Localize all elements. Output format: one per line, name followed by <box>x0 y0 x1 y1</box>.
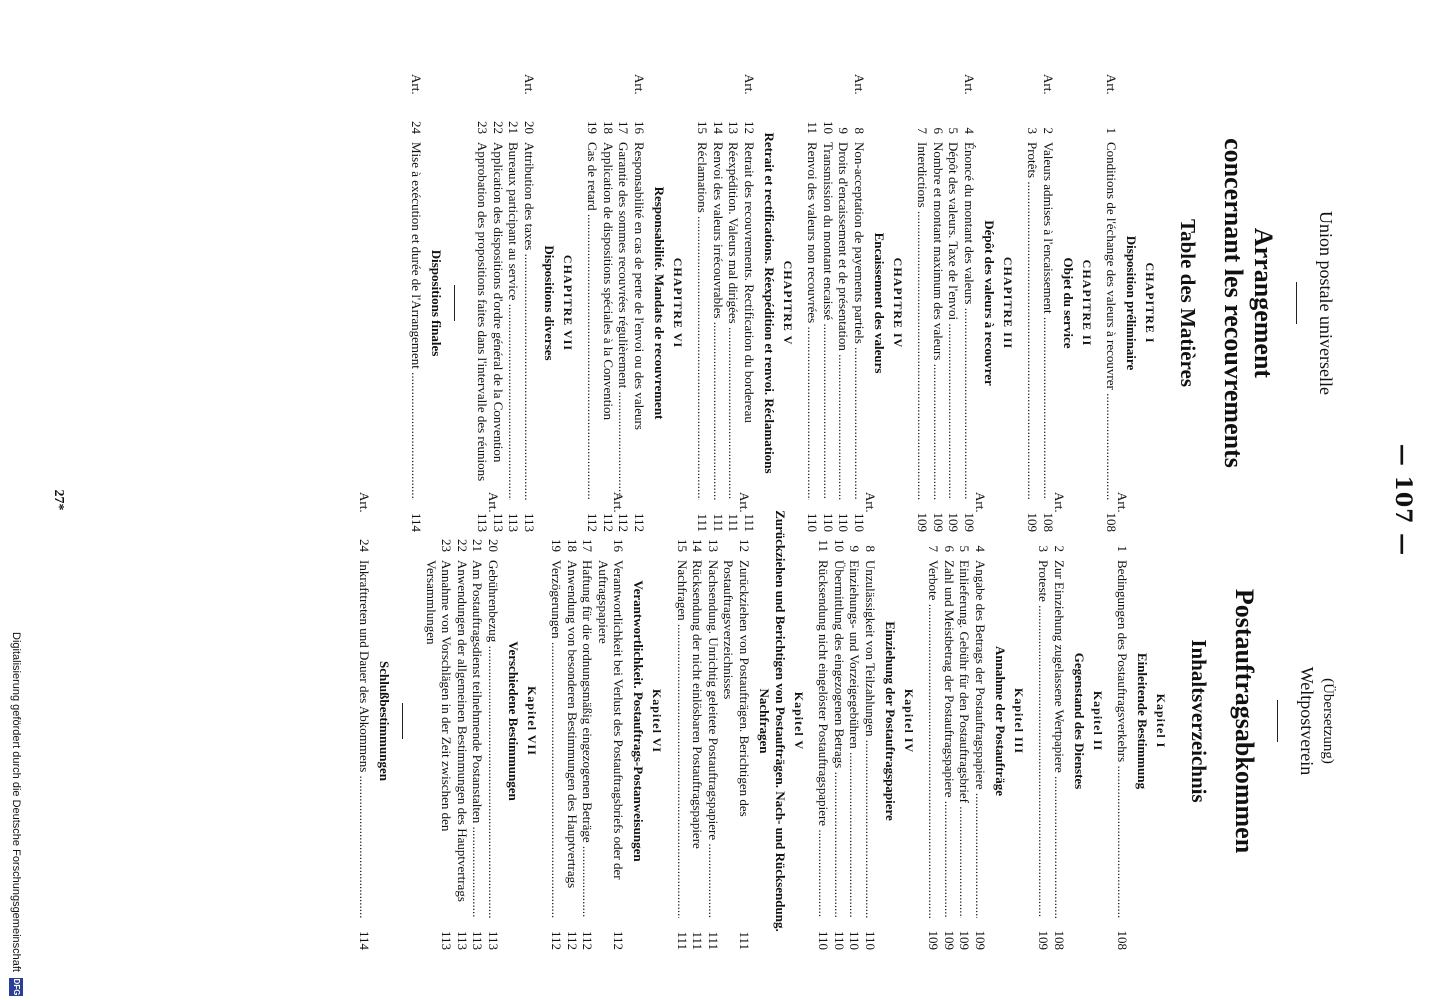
toc-entry <box>408 74 424 532</box>
entry-title: Bureaux participant au service ..... <box>506 142 522 500</box>
article-number: 11 <box>805 121 821 134</box>
page-ref: 109 <box>1036 930 1052 950</box>
article-label: Art. <box>1051 492 1067 513</box>
article-label <box>674 492 690 530</box>
page-ref: 112 <box>549 930 565 950</box>
chapter-heading: Kapitel I <box>1154 693 1169 749</box>
chapter-heading: CHAPITRE VI <box>670 257 685 349</box>
article-label <box>690 492 706 530</box>
page-ref: 110 <box>816 930 832 950</box>
article-label: Art. <box>611 492 627 513</box>
toc-entry <box>595 492 626 950</box>
entry-title: Anwendung von besonderen Bestimmungen des Hauptvertrags <box>564 560 580 889</box>
toc-entry <box>946 74 962 532</box>
article-label <box>470 492 486 530</box>
entry-title: Énoncé du montant des valeurs ..... <box>961 142 977 500</box>
page-ref: 113 <box>490 512 506 532</box>
article-number: 16 <box>631 121 647 134</box>
entry-title: Mise à exécution et durée de l'Arrangement ..... <box>408 142 424 500</box>
article-number: 21 <box>506 121 522 134</box>
article-label <box>915 74 931 112</box>
page-ref: 114 <box>408 512 424 532</box>
toc-entry <box>490 74 506 532</box>
article-number: 9 <box>847 545 863 552</box>
article-label <box>820 74 836 112</box>
section-heading: Dépôt des valeurs à recouvrer <box>981 220 997 386</box>
right-title: Postauftragsabkommen <box>1230 588 1259 854</box>
toc-entry <box>695 74 711 532</box>
toc-entry <box>1115 492 1131 950</box>
entry-title: Übermittlung des eingezogenen Betrags ..... <box>831 560 847 918</box>
article-number: 23 <box>439 539 455 552</box>
toc-entry <box>957 492 973 950</box>
entry-title: Haftung für die ordnungsmäßig eingezogenen Beträge ..... <box>580 560 596 918</box>
entry-title: Einlieferung. Gebühr für den Postauftragsbrief ..... <box>957 560 973 918</box>
header-rule <box>1277 700 1278 742</box>
article-number: 7 <box>926 545 942 552</box>
entry-title: Verantwortlichkeit bei Verlust des Postauftragsbriefs oder der Auftragspapiere <box>595 560 627 880</box>
entry-title: Nachsendung. Unrichtig geleitete Postauftragspapiere ..... <box>705 560 721 918</box>
entry-title: Renvoi des valeurs irrécouvrables ..... <box>710 142 726 500</box>
toc-entry <box>1036 492 1052 950</box>
article-label <box>475 74 491 112</box>
article-number: 4 <box>972 545 988 552</box>
page-ref: 112 <box>631 512 647 532</box>
article-number: 24 <box>357 539 373 552</box>
chapter-heading: Kapitel VII <box>524 686 539 756</box>
article-number: 20 <box>521 121 537 134</box>
page-ref: 111 <box>674 931 690 950</box>
toc-entry <box>820 74 836 532</box>
entry-title: Attribution des taxes ..... <box>521 142 537 500</box>
entry-title: Annahme von Vorschlägen in der Zeit zwischen den Versammlungen <box>423 560 455 832</box>
page-ref: 112 <box>585 512 601 532</box>
chapter-heading: CHAPITRE II <box>1079 259 1094 347</box>
toc-entry <box>580 492 596 950</box>
toc-entry <box>600 74 616 532</box>
entry-title: Rücksendung nicht eingelöster Postauftragspapiere ..... <box>816 560 832 918</box>
page-ref: 110 <box>862 930 878 950</box>
section-heading: Schlußbestimmungen <box>377 661 393 781</box>
page-ref: 111 <box>741 513 757 532</box>
article-label <box>549 492 565 530</box>
toc-entry <box>930 74 946 532</box>
chapter-heading: CHAPITRE VII <box>560 254 575 352</box>
page-ref: 110 <box>847 930 863 950</box>
page-ref: 114 <box>357 930 373 950</box>
toc-entry <box>805 74 821 532</box>
article-number: 21 <box>470 539 486 552</box>
page-ref: 112 <box>580 930 596 950</box>
toc-entry <box>485 492 501 950</box>
article-number: 15 <box>674 539 690 552</box>
toc-entry <box>831 492 847 950</box>
article-number: 1 <box>1115 545 1131 552</box>
article-label <box>930 74 946 112</box>
page-ref: 111 <box>695 513 711 532</box>
right-toc <box>357 492 1169 950</box>
page-ref: 110 <box>851 512 867 532</box>
article-label <box>816 492 832 530</box>
entry-title: Responsabilité en cas de perte de l'envoi ou des valeurs <box>631 142 647 430</box>
toc-entry <box>941 492 957 950</box>
page-ref: 110 <box>831 930 847 950</box>
page-ref: 113 <box>475 512 491 532</box>
page-ref: 109 <box>972 930 988 950</box>
section-rule <box>454 285 455 321</box>
toc-entry <box>847 492 863 950</box>
article-number: 7 <box>915 127 931 134</box>
entry-title: Droits d'encaissement et de présentation ..... <box>836 142 852 500</box>
page-ref: 112 <box>616 512 632 532</box>
article-number: 22 <box>454 539 470 552</box>
entry-title: Nachfragen ..... <box>674 560 690 918</box>
entry-title: Approbation des propositions faites dans l'intervalle des réunions <box>475 142 491 482</box>
article-label: Art. <box>736 492 752 513</box>
article-number: 6 <box>941 545 957 552</box>
toc-entry <box>972 492 988 950</box>
article-number: 6 <box>930 127 946 134</box>
signature-mark: 27* <box>51 489 66 511</box>
article-number: 2 <box>1040 127 1056 134</box>
right-header-small: (Übersetzung) <box>1320 678 1336 764</box>
toc-entry <box>836 74 852 532</box>
entry-title: Transmission du montant encaissé ..... <box>820 142 836 500</box>
section-heading: Einziehung der Postauftragspapiere <box>882 621 898 821</box>
article-number: 19 <box>585 121 601 134</box>
page-ref: 108 <box>1104 512 1120 532</box>
article-label <box>580 492 596 530</box>
article-label: Art. <box>1104 74 1120 95</box>
entry-title: Garantie des sommes recouvrées régulièrement ..... <box>616 142 632 500</box>
section-heading: Zurückziehen und Berichtigen von Postaufträgen. Nach- und Rücksendung. Nachfragen <box>756 510 788 932</box>
left-header: Union postale universelle <box>1316 211 1336 395</box>
toc-entry <box>690 492 706 950</box>
article-number: 16 <box>611 539 627 552</box>
entry-title: Einziehungs- und Vorzeigegebühren ..... <box>847 560 863 918</box>
toc-entry <box>726 74 742 532</box>
entry-title: Gebührenbezug ..... <box>485 560 501 918</box>
section-heading: Verschiedene Bestimmungen <box>505 641 521 801</box>
toc-entry <box>549 492 565 950</box>
article-label <box>710 74 726 112</box>
article-number: 8 <box>851 127 867 134</box>
entry-title: Nombre et montant maximum des valeurs ..... <box>930 142 946 500</box>
toc-entry <box>631 74 647 532</box>
page-ref: 113 <box>470 930 486 950</box>
french-column <box>408 74 1374 532</box>
article-label <box>941 492 957 530</box>
page-ref: 108 <box>1115 930 1131 950</box>
german-column <box>357 492 1374 950</box>
entry-title: Bedingungen des Postauftragsverkehrs ..... <box>1115 560 1131 918</box>
entry-title: Réclamations ..... <box>695 142 711 500</box>
toc-entry <box>616 74 632 532</box>
entry-title: Anwendungen der allgemeinen Bestimmungen des Hauptvertrags <box>454 560 470 902</box>
toc-entry <box>1104 74 1120 532</box>
toc-entry <box>741 74 757 532</box>
entry-title: Verzögerungen ..... <box>549 560 565 918</box>
entry-title: Cas de retard ..... <box>585 142 601 500</box>
left-title-line1: Arrangement <box>1249 227 1278 379</box>
article-label <box>695 74 711 112</box>
toc-entry <box>564 492 580 950</box>
entry-title: Proteste ..... <box>1036 560 1052 918</box>
chapter-heading: CHAPITRE I <box>1143 262 1158 344</box>
entry-title: Dépôt des valeurs. Taxe de l'envoi ..... <box>946 142 962 500</box>
dfg-logo: DFG <box>9 978 23 996</box>
toc-entry <box>506 74 522 532</box>
article-label: Art. <box>851 74 867 95</box>
article-number: 5 <box>946 127 962 134</box>
toc-entry <box>674 492 690 950</box>
toc-entry <box>816 492 832 950</box>
entry-title: Angabe des Betrags der Postauftragspapiere ..... <box>972 560 988 918</box>
chapter-heading: Kapitel II <box>1090 690 1105 752</box>
page-ref: 113 <box>521 512 537 532</box>
section-rule <box>402 703 403 739</box>
page-ref: 108 <box>1040 512 1056 532</box>
section-heading: Einleitende Bestimmung <box>1135 652 1151 790</box>
toc-entry <box>1040 74 1056 532</box>
toc-entry <box>470 492 486 950</box>
article-label <box>564 492 580 530</box>
article-label: Art. <box>961 74 977 95</box>
toc-entry <box>862 492 878 950</box>
article-label <box>600 74 616 112</box>
entry-title: Renvoi des valeurs non recouvrées ..... <box>805 142 821 500</box>
header-rule <box>1296 282 1297 324</box>
article-number: 22 <box>490 121 506 134</box>
article-label: Art. <box>972 492 988 513</box>
left-title-line2: concernant les recouvrements <box>1219 138 1249 468</box>
toc-entry <box>423 492 454 950</box>
article-label <box>926 492 942 530</box>
toc-entry <box>961 74 977 532</box>
article-number: 17 <box>616 121 632 134</box>
article-number: 13 <box>705 539 721 552</box>
page-ref: 109 <box>946 512 962 532</box>
article-label <box>585 74 601 112</box>
page-ref: 109 <box>957 930 973 950</box>
article-label <box>705 492 721 530</box>
section-heading: Retrait et rectifications. Réexpédition et renvoi. Réclamations <box>761 132 777 474</box>
entry-title: Rücksendung der nicht einlösbaren Postauftragspapiere <box>690 560 706 849</box>
page-ref: 110 <box>805 512 821 532</box>
article-label <box>1036 492 1052 530</box>
page-ref: 111 <box>710 513 726 532</box>
section-heading: Disposition préliminaire <box>1124 235 1140 371</box>
right-header: Weltpostverein <box>1297 666 1317 776</box>
entry-title: Application des dispositions d'ordre général de la Convention <box>490 142 506 463</box>
section-heading: Annahme der Postaufträge <box>992 646 1008 796</box>
page-ref: 111 <box>736 931 752 950</box>
entry-title: Zurückziehen von Postaufträgen. Berichtigen des Postauftragsverzeichnisses <box>721 560 752 817</box>
article-label: Art. <box>1115 492 1131 513</box>
article-number: 12 <box>741 121 757 134</box>
section-heading: Responsabilité. Mandats de recouvrement <box>651 186 667 420</box>
article-label: Art. <box>741 74 757 95</box>
article-label <box>805 74 821 112</box>
article-label: Art. <box>408 74 424 95</box>
article-label <box>831 492 847 530</box>
entry-title: Unzulässigkeit von Teilzahlungen ..... <box>862 560 878 918</box>
article-number: 1 <box>1104 127 1120 134</box>
article-number: 24 <box>408 121 424 134</box>
article-label: Art. <box>631 74 647 95</box>
section-heading: Objet du service <box>1060 257 1076 349</box>
entry-title: Valeurs admises à l'encaissement ..... <box>1040 142 1056 500</box>
article-label <box>490 74 506 112</box>
toc-entry <box>851 74 867 532</box>
entry-title: Verbote ..... <box>926 560 942 918</box>
article-number: 14 <box>710 121 726 134</box>
entry-title: Application de dispositions spéciales à la Convention <box>600 142 616 421</box>
toc-entry <box>475 74 491 532</box>
right-header-block <box>1296 492 1336 950</box>
article-number: 12 <box>736 539 752 552</box>
toc-entry <box>454 492 470 950</box>
page-ref: 108 <box>1051 930 1067 950</box>
page-number: — 107 — <box>1390 443 1416 557</box>
toc-entry <box>926 492 942 950</box>
chapter-heading: Kapitel IV <box>901 688 916 754</box>
page-ref: 112 <box>600 512 616 532</box>
toc-entry <box>721 492 752 950</box>
page-ref: 112 <box>564 930 580 950</box>
article-label: Art. <box>1040 74 1056 95</box>
digitization-credit <box>4 0 24 1000</box>
page-ref: 110 <box>820 512 836 532</box>
article-number: 3 <box>1036 545 1052 552</box>
entry-title: Conditions de l'échange des valeurs à recouvrer ..... <box>1104 142 1120 500</box>
article-label: Art. <box>521 74 537 95</box>
entry-title: Réexpédition. Valeurs mal dirigées ..... <box>726 142 742 500</box>
article-label: Art. <box>862 492 878 513</box>
article-number: 15 <box>695 121 711 134</box>
article-label <box>946 74 962 112</box>
entry-title: Zahl und Meistbetrag der Postauftragspapiere ..... <box>941 560 957 918</box>
article-number: 13 <box>726 121 742 134</box>
article-number: 17 <box>580 539 596 552</box>
entry-title: Interdictions ..... <box>915 142 931 500</box>
page-ref: 109 <box>1025 512 1041 532</box>
section-heading: Dispositions finales <box>428 249 444 357</box>
entry-title: Protêts ..... <box>1025 142 1041 500</box>
entry-title: Retrait des recouvrements. Rectification du bordereau <box>741 142 757 423</box>
page-ref: 111 <box>690 931 706 950</box>
article-label <box>726 74 742 112</box>
page-ref: 109 <box>961 512 977 532</box>
article-number: 23 <box>475 121 491 134</box>
chapter-heading: CHAPITRE V <box>780 260 795 346</box>
page-ref: 113 <box>439 930 455 950</box>
left-subtitle: Table des Matières <box>1176 219 1201 387</box>
toc-entry <box>357 492 373 950</box>
article-number: 11 <box>816 539 832 552</box>
section-heading: Dispositions diverses <box>541 245 557 361</box>
entry-title: Inkrafttreten und Dauer des Abkommens ..... <box>357 560 373 918</box>
section-heading: Verantwortlichkeit. Postauftrags-Postanweisungen <box>631 580 647 862</box>
article-number: 19 <box>549 539 565 552</box>
article-label <box>616 74 632 112</box>
page-ref: 109 <box>915 512 931 532</box>
chapter-heading: CHAPITRE III <box>1000 256 1015 350</box>
article-label <box>1025 74 1041 112</box>
left-title <box>1218 74 1278 532</box>
chapter-heading: CHAPITRE IV <box>890 257 905 349</box>
article-number: 2 <box>1051 545 1067 552</box>
page-ref: 112 <box>611 930 627 950</box>
credit-text: Digitalisierung gefördert durch die Deutsche Forschungsgemeinschaft <box>10 632 22 972</box>
article-label: Art. <box>357 492 373 513</box>
article-label <box>847 492 863 530</box>
article-label <box>506 74 522 112</box>
article-label <box>423 492 454 530</box>
section-heading: Encaissement des valeurs <box>871 232 887 374</box>
article-label <box>454 492 470 530</box>
page-ref: 109 <box>926 930 942 950</box>
article-number: 3 <box>1025 127 1041 134</box>
article-label <box>957 492 973 530</box>
page-ref: 113 <box>506 512 522 532</box>
right-subtitle: Inhaltsverzeichnis <box>1187 639 1212 803</box>
article-number: 10 <box>820 121 836 134</box>
page-ref: 111 <box>726 513 742 532</box>
article-number: 18 <box>564 539 580 552</box>
chapter-heading: Kapitel III <box>1011 687 1026 754</box>
entry-title: Zur Einziehung zugelassene Wertpapiere ..... <box>1051 560 1067 918</box>
page-ref: 113 <box>454 930 470 950</box>
article-number: 9 <box>836 127 852 134</box>
toc-entry <box>1051 492 1067 950</box>
article-number: 20 <box>485 539 501 552</box>
section-heading: Gegenstand des Dienstes <box>1071 652 1087 790</box>
article-number: 18 <box>600 121 616 134</box>
article-number: 5 <box>957 545 973 552</box>
left-toc <box>408 74 1157 532</box>
page-ref: 111 <box>705 931 721 950</box>
toc-entry <box>705 492 721 950</box>
article-number: 4 <box>961 127 977 134</box>
toc-entry <box>1025 74 1041 532</box>
page-ref: 109 <box>930 512 946 532</box>
page-ref: 113 <box>485 930 501 950</box>
toc-entry <box>915 74 931 532</box>
chapter-heading: Kapitel VI <box>650 688 665 754</box>
chapter-heading: Kapitel V <box>791 691 806 751</box>
toc-entry <box>710 74 726 532</box>
toc-entry <box>585 74 601 532</box>
toc-entry <box>521 74 537 532</box>
entry-title: Am Postauftragsdienst teilnehmende Postanstalten ..... <box>470 560 486 918</box>
article-label: Art. <box>485 492 501 513</box>
article-number: 8 <box>862 545 878 552</box>
article-number: 10 <box>831 539 847 552</box>
page-ref: 110 <box>836 512 852 532</box>
page-ref: 109 <box>941 930 957 950</box>
article-number: 14 <box>690 539 706 552</box>
entry-title: Non-acceptation de payements partiels ..... <box>851 142 867 500</box>
article-label <box>836 74 852 112</box>
